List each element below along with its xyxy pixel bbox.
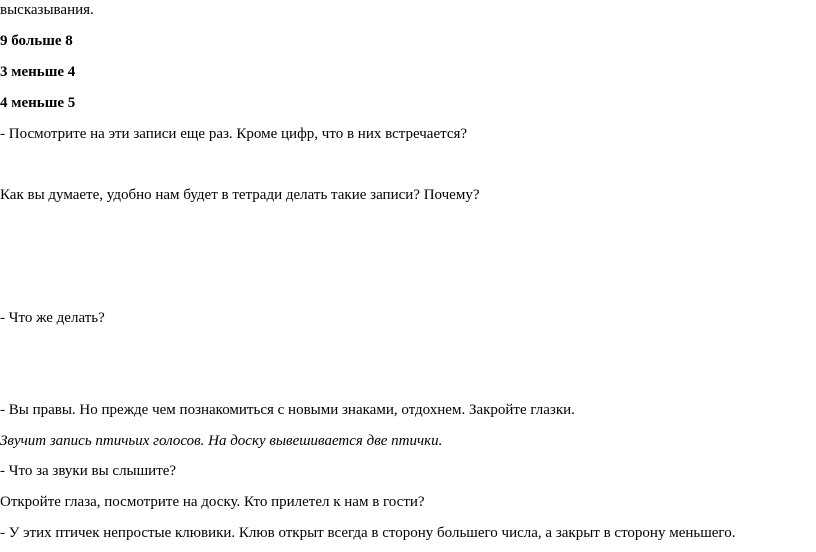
question-what-to-do: - Что же делать? xyxy=(0,310,105,326)
question-look-at-records: - Посмотрите на эти записи еще раз. Кроме цифр, что в них встречается? xyxy=(0,126,468,142)
statement-you-are-right: - Вы правы. Но прежде чем познакомиться с новыми знаками, отдохнем. Закройте глазки. xyxy=(0,402,575,418)
statement-3-less-4: 3 меньше 4 xyxy=(0,64,76,80)
stage-direction-bird-sounds: Звучит запись птичьих голосов. На доску вывешивается две птички. xyxy=(0,433,443,449)
statement-9-greater-8: 9 больше 8 xyxy=(0,33,73,49)
statement-bird-beaks: - У этих птичек непростые клювики. Клюв открыт всегда в сторону большего числа, а закрыт в сторону меньшего. xyxy=(0,525,736,541)
question-who-came: Откройте глаза, посмотрите на доску. Кто прилетел к нам в гости? xyxy=(0,494,425,510)
text-line-intro: высказывания. xyxy=(0,2,94,18)
statement-4-less-5: 4 меньше 5 xyxy=(0,95,76,111)
question-convenient-notebook: Как вы думаете, удобно нам будет в тетради делать такие записи? Почему? xyxy=(0,187,480,203)
question-what-sounds: - Что за звуки вы слышите? xyxy=(0,463,177,479)
